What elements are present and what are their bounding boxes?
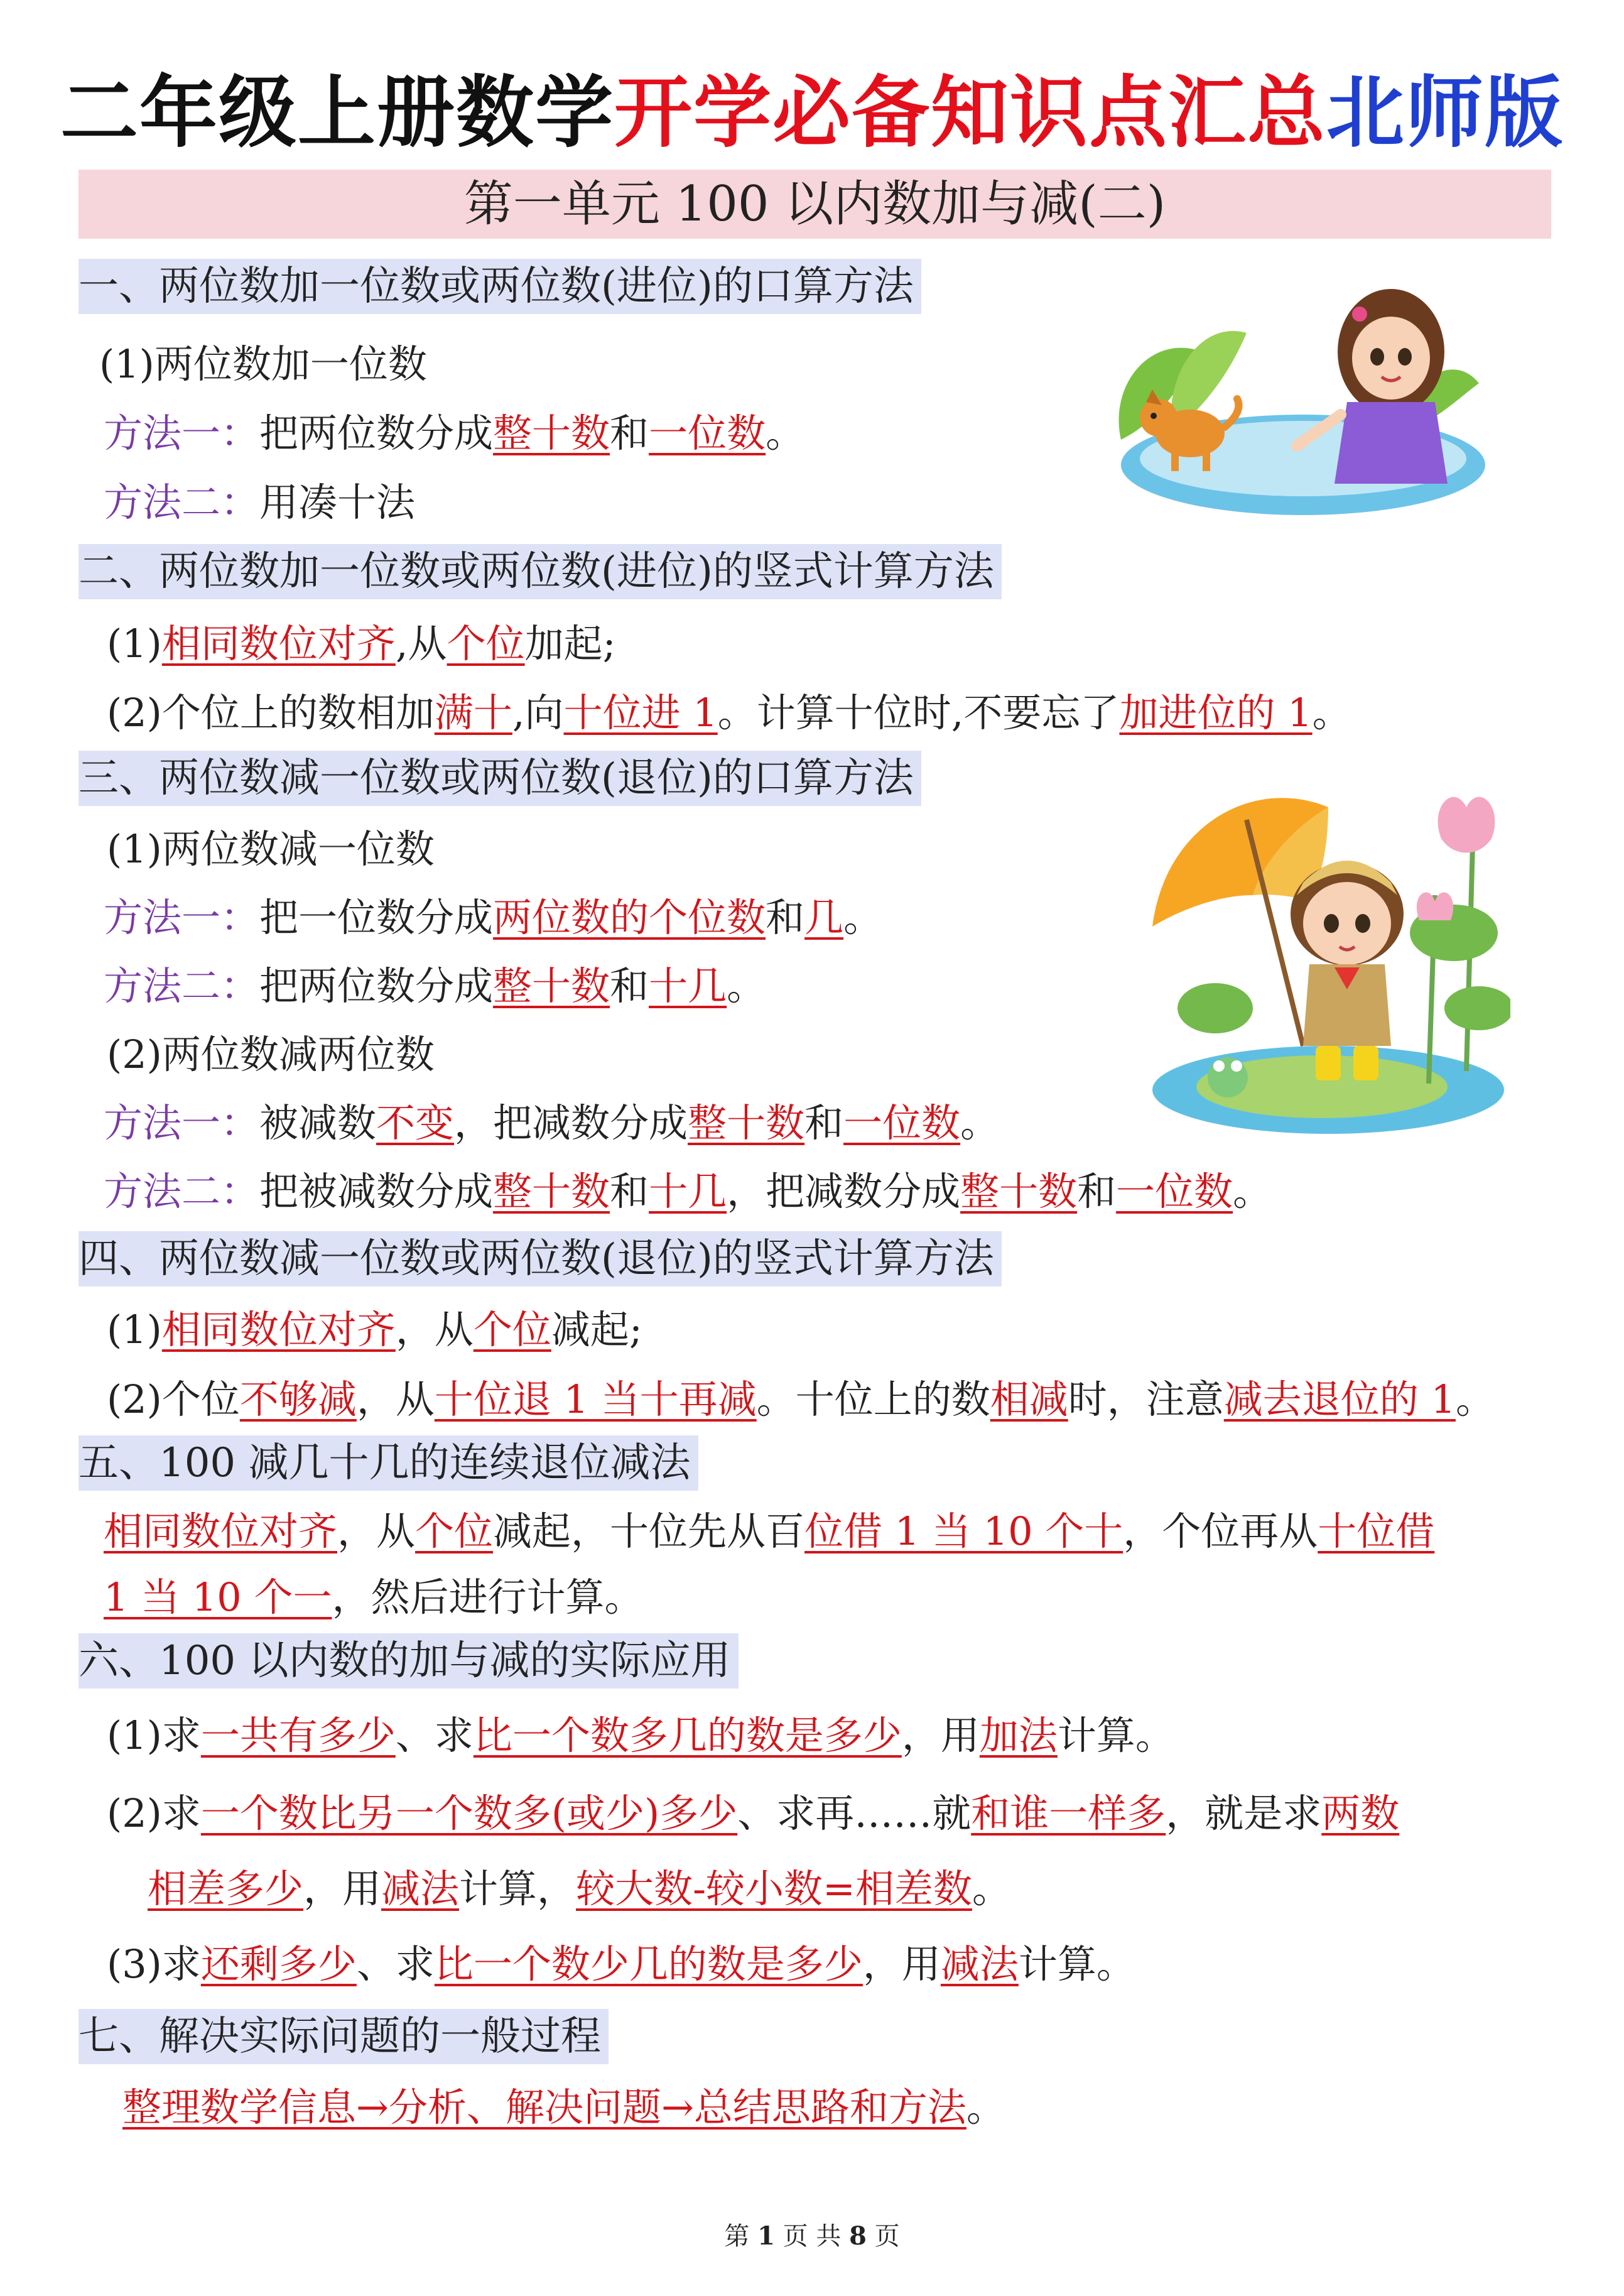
s2-line-2: (2)个位上的数相加满十,向十位进 1。计算十位时,不要忘了加进位的 1。 [107, 690, 1351, 736]
s5-line-2: 1 当 10 个一，然后进行计算。 [104, 1574, 644, 1620]
s6-line-4: (3)求还剩多少、求比一个数少几的数是多少，用减法计算。 [107, 1941, 1135, 1987]
section-7-heading: 七、解决实际问题的一般过程 [78, 2009, 609, 2064]
s3-method-2: 方法二：把两位数分成整十数和十几。 [104, 963, 766, 1009]
s3-sub2: (2)两位数减两位数 [107, 1031, 435, 1077]
s3-sub1: (1)两位数减一位数 [107, 826, 435, 872]
section-4-heading: 四、两位数减一位数或两位数(退位)的竖式计算方法 [78, 1231, 1002, 1287]
s3-method-4: 方法二：把被减数分成整十数和十几，把减数分成整十数和一位数。 [104, 1168, 1272, 1214]
page-title [0, 66, 1624, 160]
s3-method-3: 方法一：被减数不变，把减数分成整十数和一位数。 [104, 1100, 1000, 1146]
s6-line-2: (2)求一个数比另一个数多(或少)多少、求再……就和谁一样多，就是求两数 [107, 1790, 1400, 1836]
section-1-heading: 一、两位数加一位数或两位数(进位)的口算方法 [78, 259, 921, 314]
s4-line-2: (2)个位不够减，从十位退 1 当十再减。十位上的数相减时，注意减去退位的 1。 [107, 1376, 1495, 1422]
s7-line-1: 整理数学信息→分析、解决问题→总结思路和方法。 [122, 2084, 1005, 2130]
page-number: 1 [757, 2221, 775, 2251]
page-footer: 第 1 页 共 8 页 [724, 2221, 900, 2251]
title-part-1: 二年级上册数学 [60, 68, 614, 158]
boy-with-umbrella-illustration [1140, 770, 1510, 1140]
title-part-2: 开学必备知识点汇总 [614, 68, 1326, 158]
s1-method-1: 方法一：把两位数分成整十数和一位数。 [104, 410, 805, 456]
s1-sub1: (1)两位数加一位数 [99, 341, 427, 387]
s1-method-2: 方法二：用凑十法 [104, 479, 416, 525]
section-5-heading: 五、100 减几十几的连续退位减法 [78, 1435, 698, 1491]
unit-title: 第一单元 100 以内数加与减(二) [78, 170, 1551, 239]
section-6-heading: 六、100 以内数的加与减的实际应用 [78, 1633, 739, 1689]
girl-with-dog-illustration [1096, 276, 1485, 521]
s6-line-1: (1)求一共有多少、求比一个数多几的数是多少，用加法计算。 [107, 1712, 1174, 1758]
page-total: 8 [849, 2221, 867, 2251]
s4-line-1: (1)相同数位对齐，从个位减起; [107, 1307, 642, 1352]
s6-line-3: 相差多少，用减法计算，较大数-较小数=相差数。 [148, 1866, 1011, 1912]
section-2-heading: 二、两位数加一位数或两位数(进位)的竖式计算方法 [78, 544, 1002, 599]
section-3-heading: 三、两位数减一位数或两位数(退位)的口算方法 [78, 751, 921, 806]
s2-line-1: (1)相同数位对齐,从个位加起; [107, 621, 616, 666]
title-part-3: 北师版 [1326, 68, 1564, 158]
s3-method-1: 方法一：把一位数分成两位数的个位数和几。 [104, 895, 883, 940]
s5-line-1: 相同数位对齐，从个位减起，十位先从百位借 1 当 10 个十，个位再从十位借 [104, 1508, 1435, 1554]
